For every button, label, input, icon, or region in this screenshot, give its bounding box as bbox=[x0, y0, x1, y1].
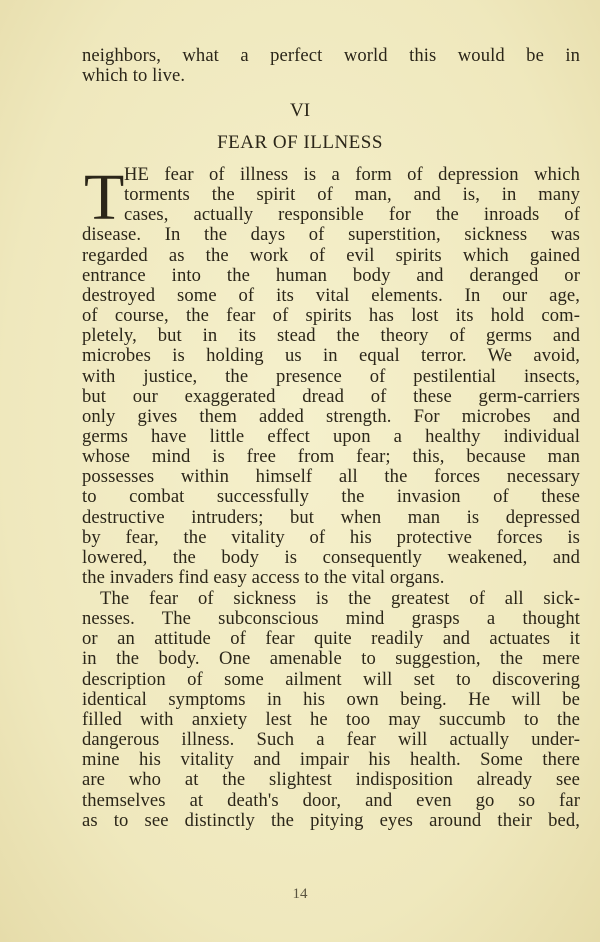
text-line: which to live. bbox=[82, 65, 186, 87]
text-line: regarded as the work of evil spirits which gained bbox=[82, 244, 580, 266]
text-line: or an attitude of fear quite readily and actuates it bbox=[82, 628, 580, 650]
text-line: whose mind is free from fear; this, because man bbox=[82, 446, 580, 468]
chapter-number: VI bbox=[289, 100, 311, 121]
text-line: dangerous illness. Such a fear will actually under- bbox=[82, 729, 580, 751]
text-line: The fear of sickness is the greatest of all sick- bbox=[100, 588, 580, 609]
text-line: the invaders find easy access to the vital organs. bbox=[82, 567, 445, 588]
text-line: entrance into the human body and deranged or bbox=[82, 264, 580, 286]
drop-cap: T bbox=[84, 161, 125, 234]
text-line: pletely, but in its stead the theory of germs and bbox=[82, 325, 580, 347]
text-line: destructive intruders; but when man is depressed bbox=[82, 506, 580, 528]
text-line: as to see distinctly the pitying eyes around their bed, bbox=[82, 809, 580, 831]
text-line: cases, actually responsible for the inroads of bbox=[124, 204, 580, 226]
text-line: description of some ailment will set to discovering bbox=[82, 668, 580, 690]
text-line: microbes is holding us in equal terror. We avoid, bbox=[82, 345, 580, 367]
text-line: mine his vitality and impair his health. Some there bbox=[82, 749, 580, 771]
text-line: only gives them added strength. For microbes and bbox=[82, 405, 580, 427]
text-line: are who at the slightest indisposition already see bbox=[82, 769, 580, 791]
text-line: neighbors, what a perfect world this would be in bbox=[82, 45, 580, 66]
text-line: torments the spirit of man, and is, in many bbox=[124, 184, 580, 206]
text-line: to combat successfully the invasion of these bbox=[82, 486, 580, 508]
text-line: by fear, the vitality of his protective forces is bbox=[82, 526, 580, 548]
text-line: identical symptoms in his own being. He will be bbox=[82, 688, 580, 710]
text-line: destroyed some of its vital elements. In our age, bbox=[82, 284, 580, 306]
text-line: germs have little effect upon a healthy individual bbox=[82, 425, 580, 447]
text-line: but our exaggerated dread of these germ-carriers bbox=[82, 385, 580, 407]
text-line: nesses. The subconscious mind grasps a thought bbox=[82, 608, 580, 630]
text-line: with justice, the presence of pestilential insects, bbox=[82, 365, 580, 387]
text-line: in the body. One amenable to suggestion, the mere bbox=[82, 648, 580, 670]
page-number: 14 bbox=[292, 886, 308, 902]
chapter-title: FEAR OF ILLNESS bbox=[217, 132, 383, 153]
text-line: filled with anxiety lest he too may succumb to the bbox=[82, 708, 580, 730]
text-line: possesses within himself all the forces necessary bbox=[82, 466, 580, 488]
text-line: themselves at death's door, and even go so far bbox=[82, 789, 580, 811]
text-line: HE fear of illness is a form of depression which bbox=[124, 164, 580, 185]
text-line: of course, the fear of spirits has lost its hold com- bbox=[82, 305, 580, 327]
text-line: disease. In the days of superstition, sickness was bbox=[82, 224, 580, 246]
text-line: lowered, the body is consequently weakened, and bbox=[82, 546, 580, 568]
